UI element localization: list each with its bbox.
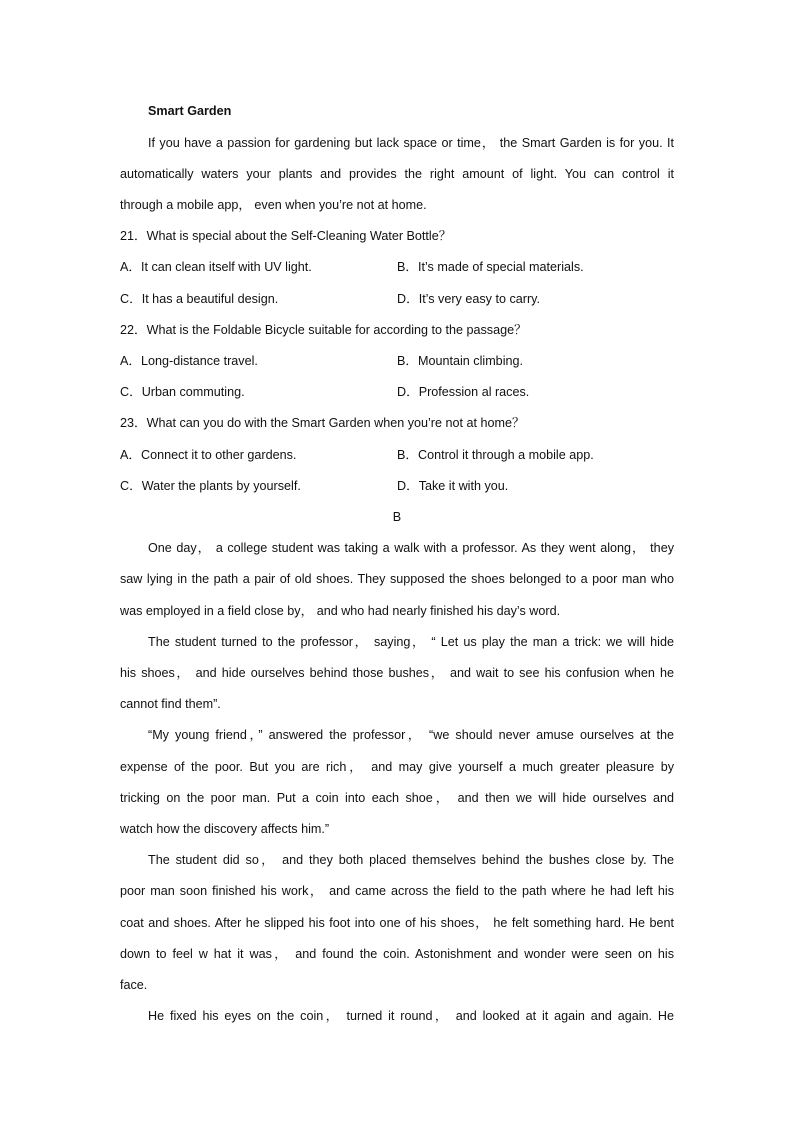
option-c: C．Urban commuting. (120, 385, 245, 399)
paragraph-line: through a mobile app， even when you’re not at home. (120, 198, 427, 212)
passage-line: expense of the poor. But you are rich， and may give yourself a much greater pleasure by (120, 760, 674, 774)
option-c: C．It has a beautiful design. (120, 292, 279, 306)
passage-line: saw lying in the path a pair of old shoes. They supposed the shoes belonged to a poor man who (120, 572, 674, 586)
passage-line: He fixed his eyes on the coin， turned it round， and looked at it again and again. He (148, 1009, 674, 1023)
paragraph-line: If you have a passion for gardening but lack space or time， the Smart Garden is for you. It (148, 136, 674, 150)
section-title: Smart Garden (148, 104, 232, 118)
passage-line: poor man soon finished his work， and came across the field to the path where he had left his (120, 884, 674, 898)
passage-line: watch how the discovery affects him.” (120, 822, 330, 836)
option-d: D．It’s very easy to carry. (397, 292, 540, 306)
question-stem: 22．What is the Foldable Bicycle suitable for according to the passage？ (120, 323, 527, 337)
passage-line: coat and shoes. After he slipped his foot into one of his shoes， he felt something hard. He bent (120, 916, 674, 930)
passage-line: “My young friend，” answered the professor， “we should never amuse ourselves at the (148, 728, 674, 742)
option-b: B．Control it through a mobile app. (397, 448, 594, 462)
option-d: D．Take it with you. (397, 479, 509, 493)
passage-line: down to feel w hat it was， and found the coin. Astonishment and wonder were seen on his (120, 947, 674, 961)
section-heading: B (392, 510, 402, 524)
option-d: D．Profession al races. (397, 385, 530, 399)
paragraph-line: automatically waters your plants and provides the right amount of light. You can control it (120, 167, 674, 181)
passage-line: his shoes， and hide ourselves behind those bushes， and wait to see his confusion when he (120, 666, 674, 680)
option-b: B．It’s made of special materials. (397, 260, 584, 274)
option-a: A．Long-distance travel. (120, 354, 258, 368)
passage-line: One day， a college student was taking a walk with a professor. As they went along， they (148, 541, 674, 555)
question-stem: 23．What can you do with the Smart Garden when you’re not at home？ (120, 416, 525, 430)
passage-line: was employed in a field close by， and who had nearly finished his day’s word. (120, 604, 561, 618)
passage-line: tricking on the poor man. Put a coin into each shoe， and then we will hide ourselves and (120, 791, 674, 805)
passage-line: The student did so， and they both placed themselves behind the bushes close by. The (148, 853, 674, 867)
passage-line: cannot find them”. (120, 697, 221, 711)
option-c: C．Water the plants by yourself. (120, 479, 301, 493)
question-stem: 21．What is special about the Self-Cleaning Water Bottle？ (120, 229, 452, 243)
option-a: A．Connect it to other gardens. (120, 448, 297, 462)
option-a: A．It can clean itself with UV light. (120, 260, 312, 274)
passage-line: The student turned to the professor， saying， “ Let us play the man a trick: we will hide (148, 635, 674, 649)
passage-line: face. (120, 978, 148, 992)
option-b: B．Mountain climbing. (397, 354, 523, 368)
